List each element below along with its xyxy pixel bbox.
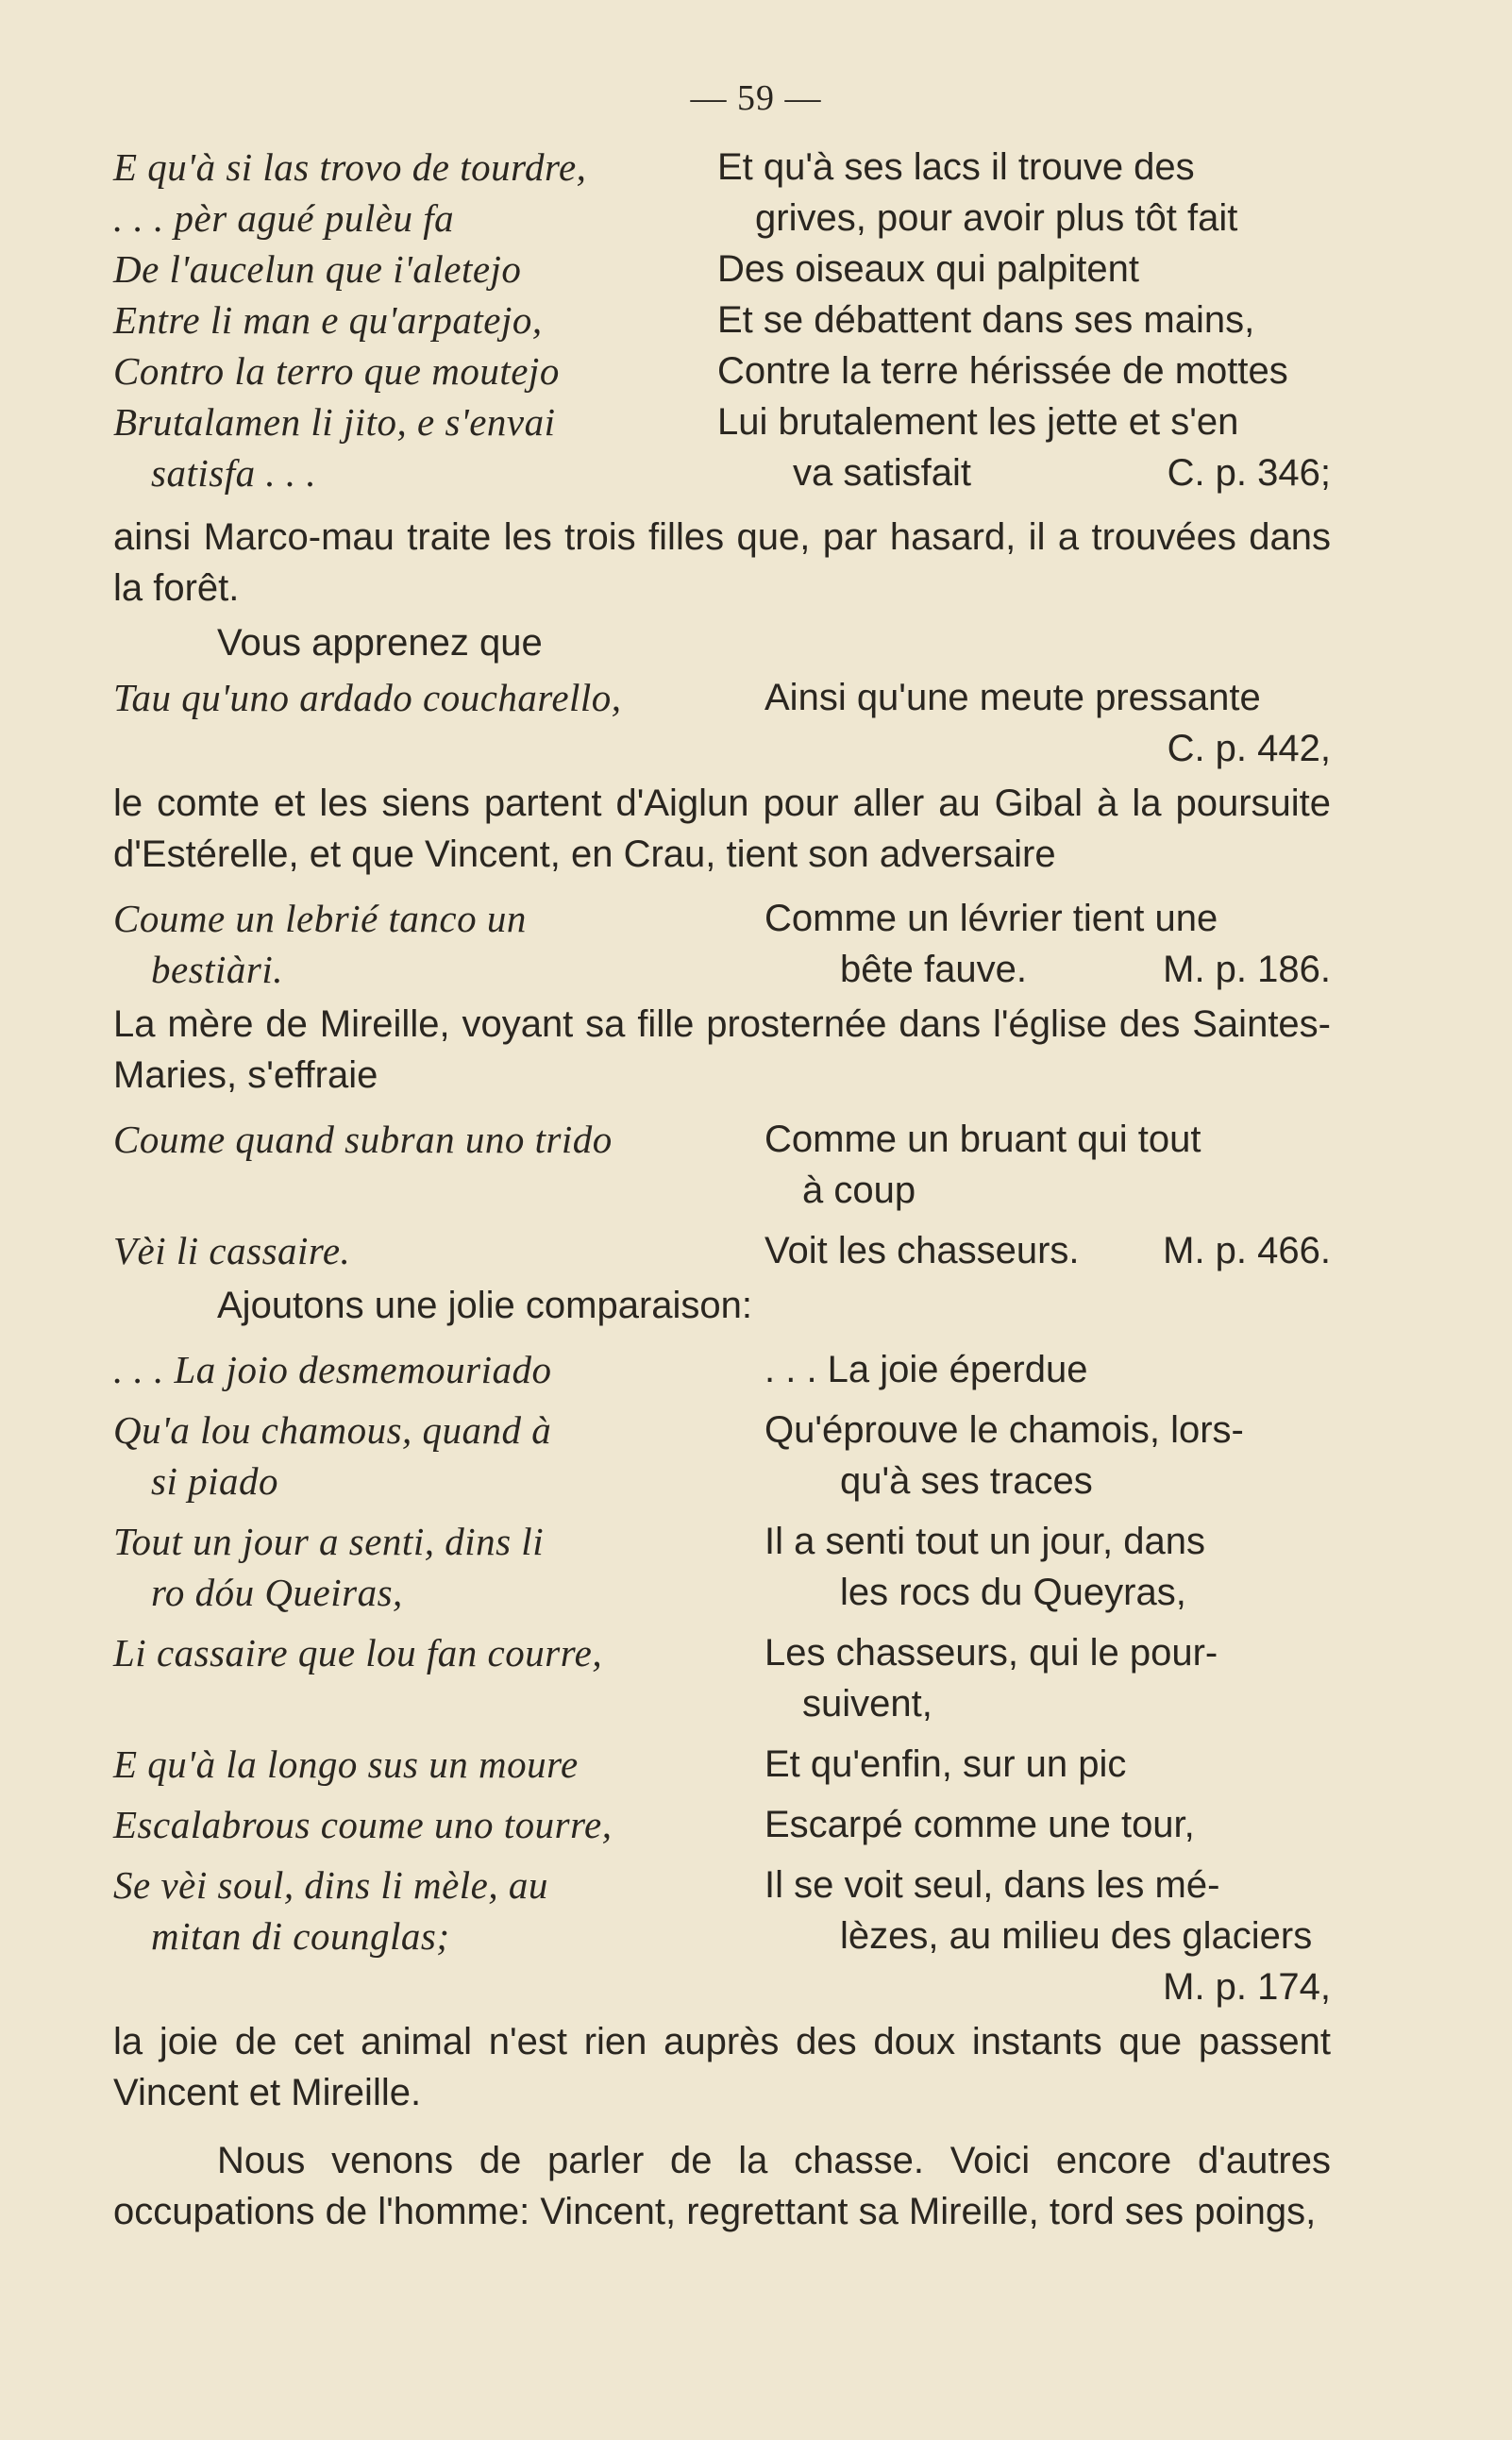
- verse-line: [113, 142, 1331, 193]
- page-body: [113, 142, 1331, 2241]
- verse-line: [113, 1567, 1331, 1618]
- verse-line: [113, 396, 1331, 447]
- french-line: . . . La joie éperdue: [764, 1349, 1088, 1390]
- provencal-line: Vèi li cassaire.: [113, 1229, 351, 1272]
- verse-line: [113, 1859, 1331, 1910]
- french-line: [755, 447, 1331, 498]
- verse-line: [113, 944, 1331, 995]
- verse-line: [113, 1910, 1331, 2012]
- verse-block-2: [113, 672, 1331, 774]
- verse-block-5: [113, 1344, 1331, 2012]
- french-line: grives, pour avoir plus tôt fait: [755, 197, 1238, 239]
- provencal-line: ro dóu Queiras,: [151, 1571, 403, 1614]
- provencal-line: Brutalamen li jito, e s'envai: [113, 400, 556, 444]
- prose-paragraph: la joie de cet animal n'est rien auprès des doux instants que passent Vincent et Mireille.: [113, 2021, 1331, 2113]
- provencal-line: Se vèi soul, dins li mèle, au: [113, 1863, 548, 1907]
- french-line: Et qu'enfin, sur un pic: [764, 1743, 1127, 1785]
- french-line: Et se débattent dans ses mains,: [717, 299, 1255, 341]
- french-text: bête fauve.: [840, 949, 1027, 990]
- verse-block-1: [113, 142, 1331, 498]
- provencal-line: E qu'à si las trovo de tourdre,: [113, 145, 587, 189]
- provencal-line: De l'aucelun que i'aletejo: [113, 247, 522, 291]
- verse-line: [113, 1678, 1331, 1729]
- prose-paragraph: le comte et les siens partent d'Aiglun pour aller au Gibal à la poursuite d'Estérelle, et que Vincent, en Crau, tient son adversaire: [113, 782, 1331, 875]
- provencal-line: Coume un lebrié tanco un: [113, 897, 527, 940]
- french-text: va satisfait: [793, 452, 971, 494]
- provencal-line: bestiàri.: [151, 948, 284, 991]
- provencal-line: Coume quand subran uno trido: [113, 1118, 613, 1161]
- french-line: Et qu'à ses lacs il trouve des: [717, 146, 1195, 188]
- verse-line: [113, 1344, 1331, 1395]
- verse-line: [113, 345, 1331, 396]
- prose-paragraph: Vous apprenez que: [217, 622, 543, 664]
- verse-block-4: [113, 1114, 1331, 1276]
- citation-ref: C. p. 346;: [1167, 452, 1331, 494]
- verse-line: [113, 1739, 1331, 1790]
- french-line: qu'à ses traces: [840, 1460, 1093, 1502]
- french-line: les rocs du Queyras,: [840, 1572, 1186, 1613]
- french-line: suivent,: [802, 1683, 932, 1725]
- french-text: Voit les chasseurs.: [764, 1230, 1080, 1271]
- provencal-line: . . . La joio desmemouriado: [113, 1348, 552, 1391]
- verse-line: [113, 1165, 1331, 1216]
- verse-line: [113, 294, 1331, 345]
- verse-block-3: [113, 893, 1331, 995]
- provencal-line: Contro la terro que moutejo: [113, 349, 560, 393]
- french-line: Comme un lévrier tient une: [764, 898, 1218, 939]
- verse-line: [113, 893, 1331, 944]
- provencal-line: mitan di counglas;: [151, 1914, 450, 1958]
- citation-ref: M. p. 466.: [1163, 1230, 1331, 1271]
- provencal-line: Escalabrous coume uno tourre,: [113, 1803, 613, 1846]
- prose-paragraph: La mère de Mireille, voyant sa fille prosternée dans l'église des Saintes-Maries, s'effraie: [113, 1003, 1331, 1096]
- provencal-line: Entre li man e qu'arpatejo,: [113, 298, 543, 342]
- provencal-line: Li cassaire que lou fan courre,: [113, 1631, 603, 1674]
- french-line: Des oiseaux qui palpitent: [717, 248, 1139, 290]
- verse-line: [113, 1456, 1331, 1506]
- prose-paragraph: ainsi Marco-mau traite les trois filles que, par hasard, il a trouvées dans la forêt.: [113, 516, 1331, 609]
- verse-line: [113, 1799, 1331, 1850]
- prose-paragraph: Ajoutons une jolie comparaison:: [217, 1285, 753, 1326]
- french-line: [764, 1225, 1331, 1276]
- prose-paragraph: Nous venons de parler de la chasse. Voici encore d'autres occupations de l'homme: Vincent, regrettant sa Mireille, tord ses poings,: [113, 2140, 1331, 2232]
- verse-line: [113, 1114, 1331, 1165]
- french-line: Qu'éprouve le chamois, lors-: [764, 1409, 1244, 1451]
- provencal-line: si piado: [151, 1459, 278, 1503]
- french-line: Lui brutalement les jette et s'en: [717, 401, 1239, 443]
- verse-line: [113, 1627, 1331, 1678]
- provencal-line: . . . pèr agué pulèu fa: [113, 196, 455, 240]
- verse-line: [113, 193, 1331, 244]
- citation-ref: C. p. 442,: [1167, 728, 1331, 769]
- provencal-line: E qu'à la longo sus un moure: [113, 1742, 579, 1786]
- french-line: [802, 1910, 1331, 2012]
- french-line: [764, 672, 1331, 774]
- french-text: Ainsi qu'une meute pressante: [764, 677, 1261, 718]
- french-text: lèzes, au milieu des glaciers: [840, 1915, 1313, 1957]
- verse-line: [113, 244, 1331, 294]
- french-line: Il a senti tout un jour, dans: [764, 1521, 1205, 1562]
- french-line: [802, 944, 1331, 995]
- provencal-line: satisfa . . .: [151, 451, 317, 495]
- provencal-line: Tau qu'uno ardado coucharello,: [113, 676, 622, 719]
- french-line: Contre la terre hérissée de mottes: [717, 350, 1288, 392]
- citation-ref: M. p. 186.: [1163, 949, 1331, 990]
- french-line: Comme un bruant qui tout: [764, 1119, 1201, 1160]
- french-line: Les chasseurs, qui le pour-: [764, 1632, 1218, 1674]
- provencal-line: Tout un jour a senti, dins li: [113, 1520, 545, 1563]
- verse-line: [113, 447, 1331, 498]
- verse-line: [113, 1405, 1331, 1456]
- citation-ref: M. p. 174,: [1163, 1966, 1331, 2008]
- french-line: Il se voit seul, dans les mé-: [764, 1864, 1220, 1906]
- provencal-line: Qu'a lou chamous, quand à: [113, 1408, 552, 1452]
- french-line: à coup: [802, 1170, 916, 1211]
- verse-line: [113, 1225, 1331, 1276]
- french-line: Escarpé comme une tour,: [764, 1804, 1195, 1845]
- page-number: — 59 —: [690, 78, 822, 118]
- verse-line: [113, 1516, 1331, 1567]
